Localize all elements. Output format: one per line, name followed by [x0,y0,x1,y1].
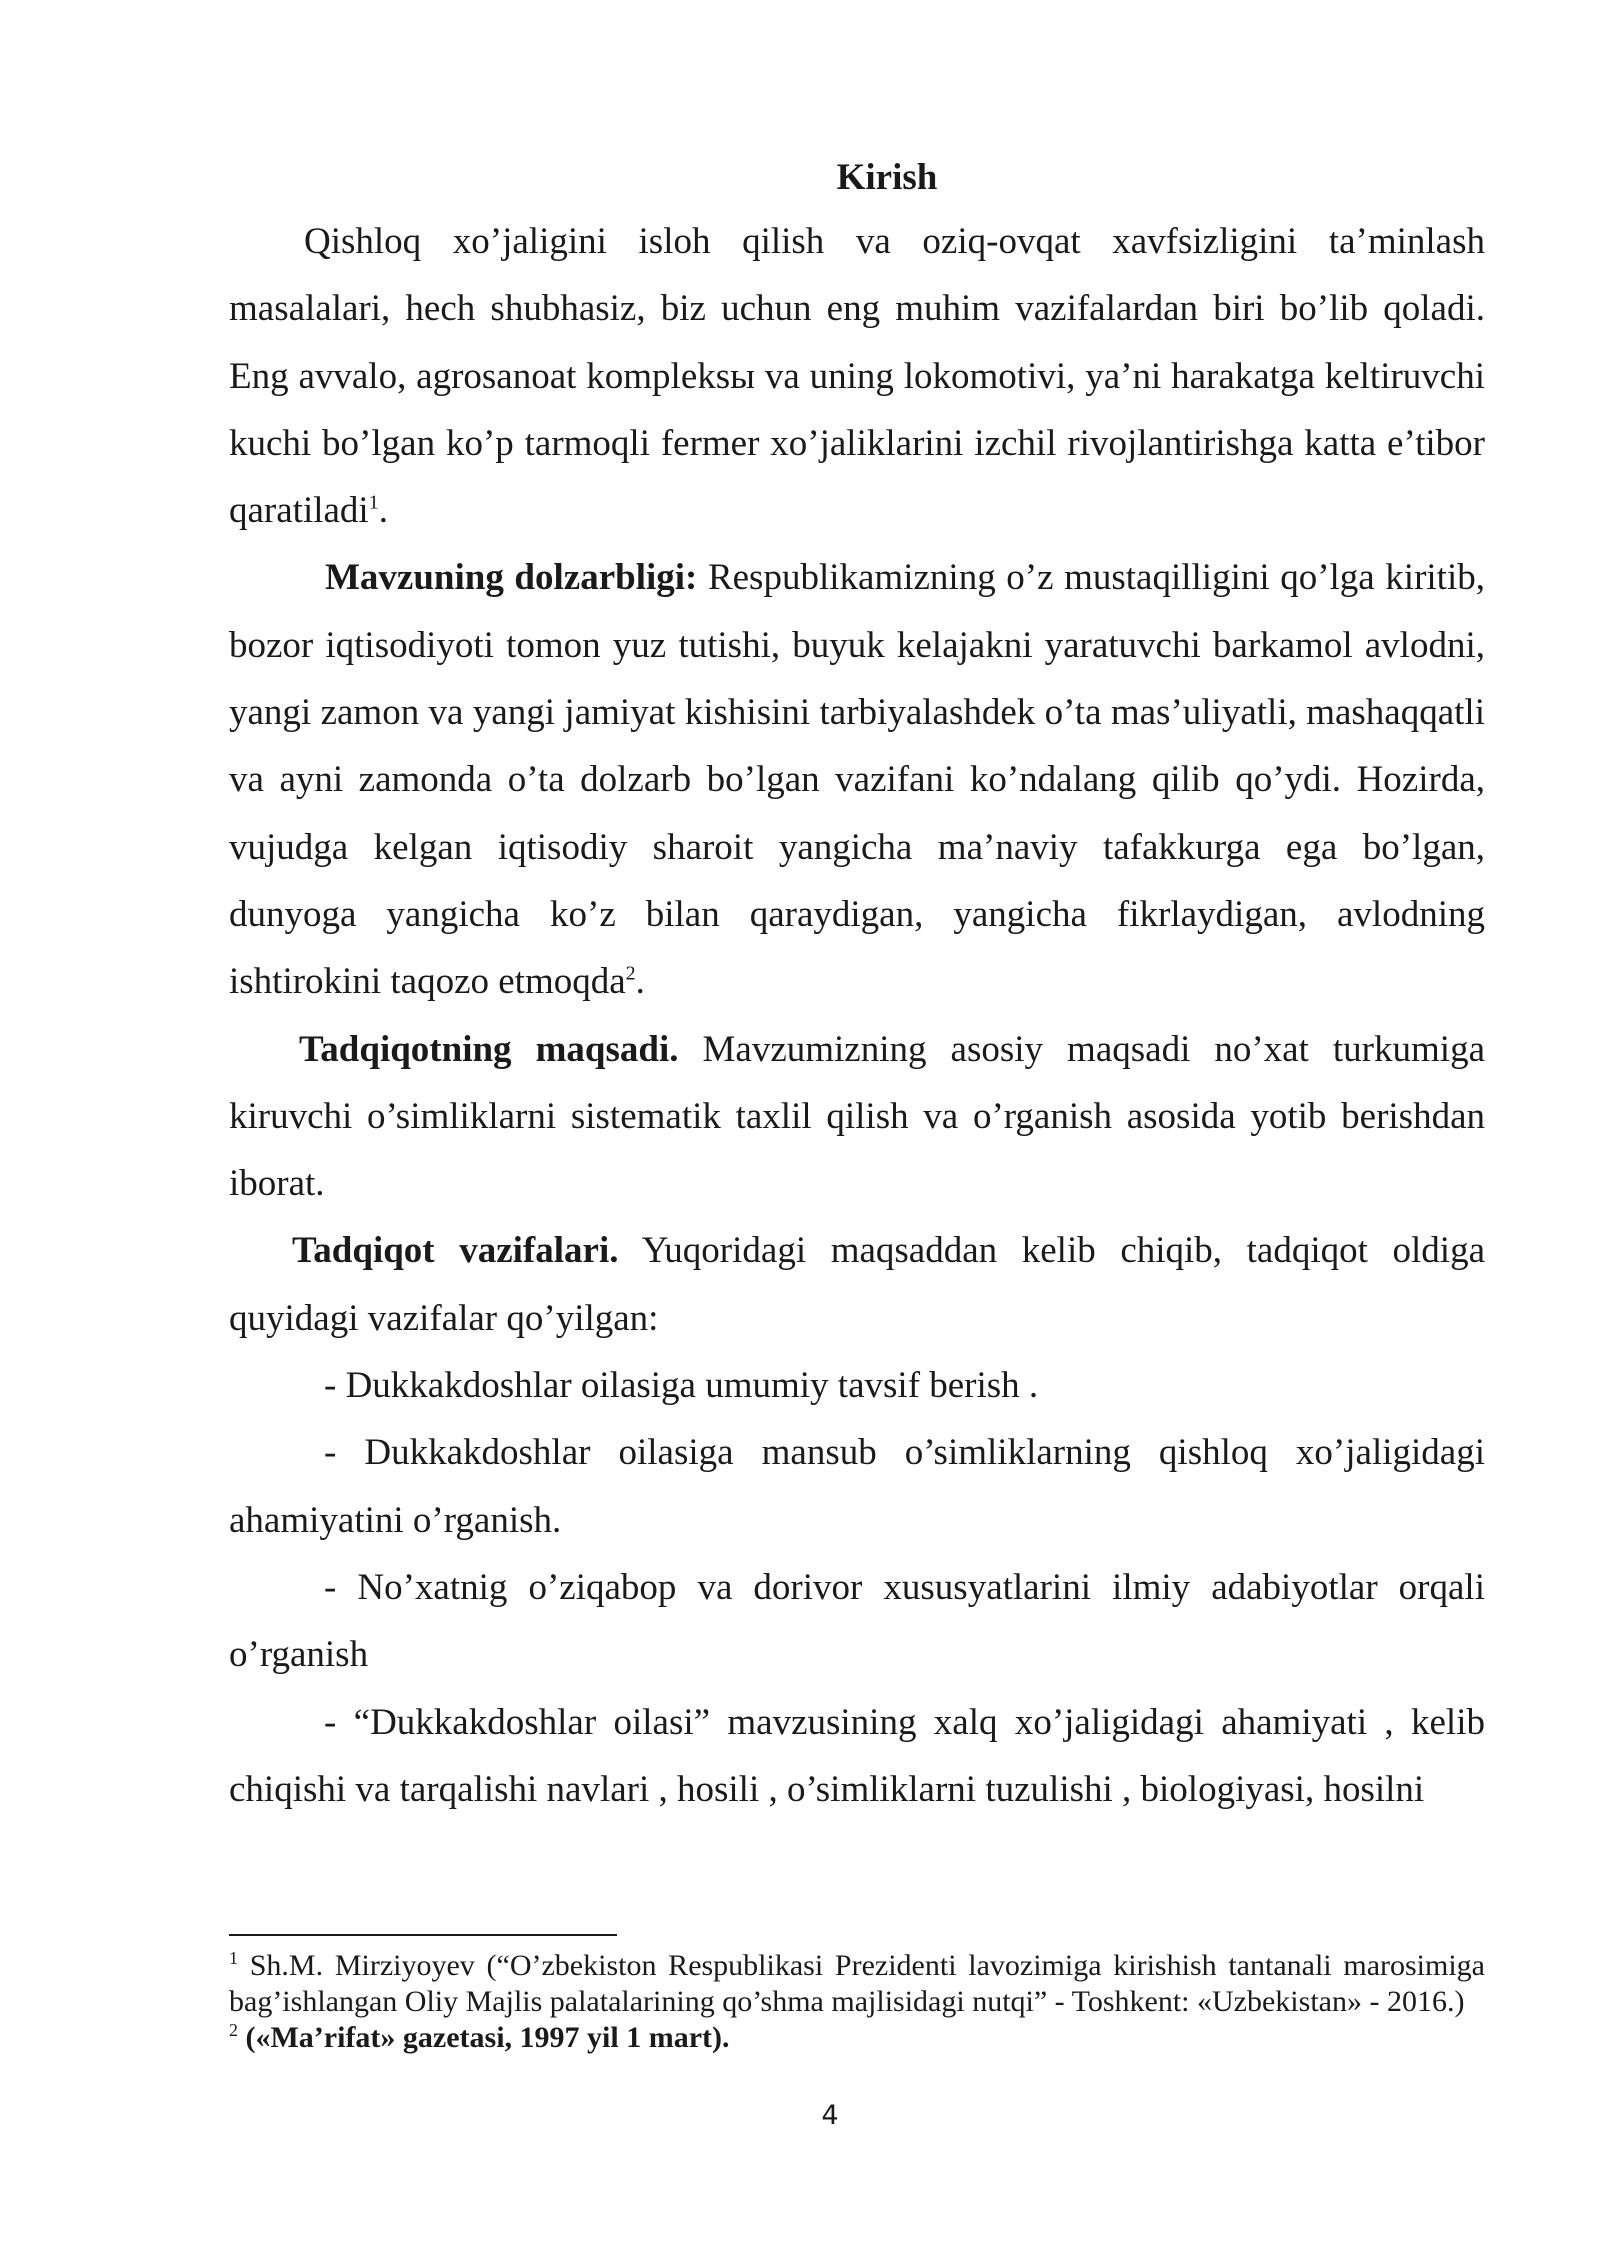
task-item-2: - Dukkakdoshlar oilasiga mansub o’simliklarning qishloq xo’jaligidagi ahamiyatini o’rganish. [229,1432,1485,1541]
goal-text: Mavzumizning asosiy maqsadi no’xat turkumiga kiruvchi o’simliklarni sistematik taxlil qilish va o’rganish asosida yotib berishdan iborat. [229,1028,1485,1205]
intro-text: Qishloq xo’jaligini isloh qilish va oziq-ovqat xavfsizligini ta’minlash masalalari, hech shubhasiz, biz uchun eng muhim vazifalardan biri bo’lib qoladi. Eng avvalo, agrosanoat kompleksы va uning lokomotivi, ya’ni harakatga keltiruvchi kuchi bo’lgan ko’p tarmoqli fermer xo’jaliklarini izchil rivojlantirishga katta e’tibor qaratiladi [229,221,1485,532]
page-number: 4 [821,2100,839,2131]
relevance-paragraph [229,544,1485,1015]
page-title: Kirish [836,157,938,198]
body-text [229,148,1485,1823]
footnote-text-1: Sh.M. Mirziyoyev (“O’zbekiston Respublikasi Prezidenti lavozimiga kirishish tantanali marosimiga bag’ishlangan Oliy Majlis palatalarining qo’shma majlisidagi nutqi” - Toshkent: «Uzbekistan» - 2016.) [229,1949,1485,2018]
tasks-paragraph [229,1217,1485,1352]
footnote-separator [229,1934,617,1936]
footnote-mark-2: 2 [229,2020,238,2040]
tasks-label: Tadqiqot vazifalari. [292,1230,619,1272]
task-item-1: - Dukkakdoshlar oilasiga umumiy tavsif berish . [324,1365,1039,1407]
task-item-4: - “Dukkakdoshlar oilasi” mavzusining xalq xo’jaligidagi ahamiyati , kelib chiqishi va tarqalishi navlari , hosili , o’simliklarni tuzulishi , biologiyasi, hosilni [229,1701,1485,1810]
intro-paragraph [229,208,1485,544]
tasks-text: Yuqoridagi maqsaddan kelib chiqib, tadqiqot oldiga quyidagi vazifalar qo’yilgan: [229,1230,1485,1339]
relevance-end: . [635,961,645,1003]
goal-paragraph [229,1016,1485,1218]
footnote-ref-2[interactable]: 2 [625,962,636,985]
footnote-ref-1[interactable]: 1 [368,491,379,514]
intro-end: . [378,490,388,532]
footnotes [229,1948,1485,2056]
goal-label: Tadqiqotning maqsadi. [299,1028,679,1070]
task-item-3: - No’xatnig o’ziqabop va dorivor xususyatlarini ilmiy adabiyotlar orqali o’rganish [229,1566,1485,1676]
footnote-text-2: («Ma’rifat» gazetasi, 1997 yil 1 mart). [238,2021,730,2054]
footnote-1 [229,1948,1485,2020]
footnote-2 [229,2020,1485,2056]
relevance-text: Respublikamizning o’z mustaqilligini qo’lga kiritib, bozor iqtisodiyoti tomon yuz tutishi, buyuk kelajakni yaratuvchi barkamol avlodni, yangi zamon va yangi jamiyat kishisini tarbiyalashdek o’ta mas’uliyatli, mashaqqatli va ayni zamonda o’ta dolzarb bo’lgan vazifani ko’ndalang qilib qo’ydi. Hozirda, vujudga kelgan iqtisodiy sharoit yangicha ma’naviy tafakkurga ega bo’lgan, dunyoga yangicha ko’z bilan qaraydigan, yangicha fikrlaydigan, avlodning ishtirokini taqozo etmoqda [229,557,1485,1003]
relevance-label: Mavzuning dolzarbligi: [325,557,698,599]
footnote-mark-1: 1 [229,1948,238,1968]
